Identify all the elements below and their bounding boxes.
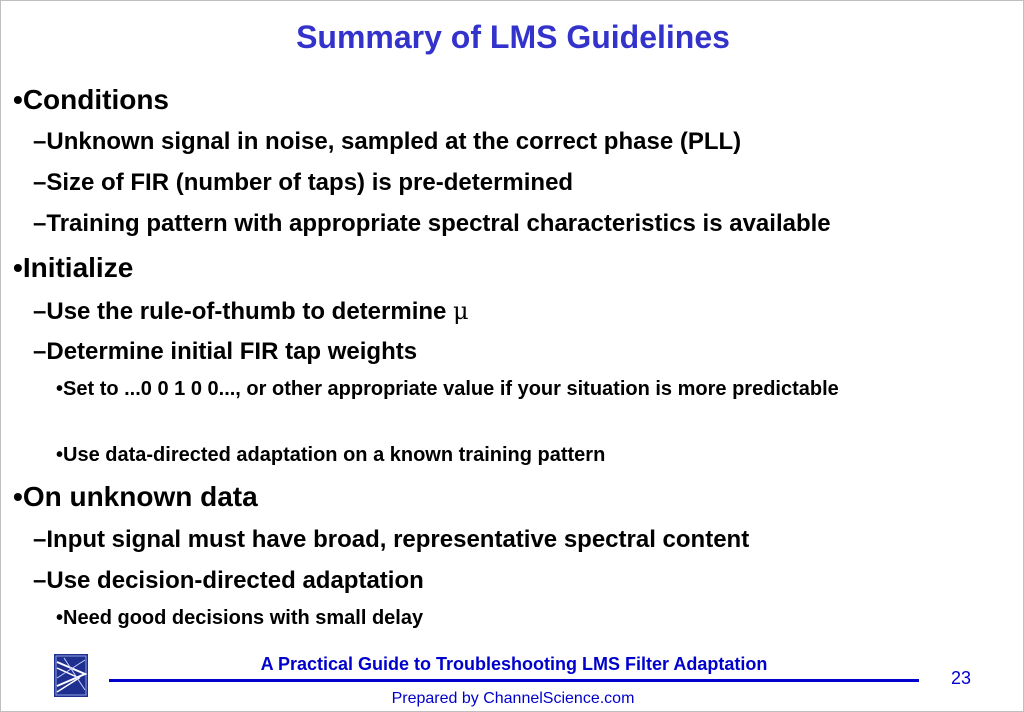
section-heading-text: Initialize [22,252,134,283]
section-heading [13,251,133,285]
list-item [33,127,741,157]
bullet-marker: • [13,481,23,512]
section-heading-text: On unknown data [22,481,258,512]
dash-marker: – [33,298,47,325]
dash-marker: – [33,169,47,196]
sub-list-item-text: Use data-directed adaptation on a known training pattern [63,444,606,466]
section-heading [13,480,258,514]
section-heading-text: Conditions [22,84,170,115]
mu-symbol: μ [453,297,469,325]
list-item [33,168,573,198]
list-item-text: Training pattern with appropriate spectral characteristics is available [46,210,831,237]
prepared-by-credit: Prepared by ChannelScience.com [391,690,635,707]
sub-list-item [56,441,926,469]
sub-list-item-text: Need good decisions with small delay [63,607,424,629]
list-item [33,296,469,327]
bullet-marker: • [13,84,23,115]
list-item-text: Use the rule-of-thumb to determine [46,298,454,325]
list-item [33,525,749,555]
list-item-text: Use decision-directed adaptation [46,567,424,594]
dash-marker: – [33,128,47,155]
sub-list-item-text: Set to ...0 0 1 0 0..., or other appropriate value if your situation is more predictable [63,378,839,400]
footer-title: A Practical Guide to Troubleshooting LMS Filter Adaptation [260,654,768,674]
section-heading [13,83,169,117]
bullet-marker: • [56,607,64,629]
list-item [33,209,831,239]
bullet-marker: • [56,444,64,466]
bullet-marker: • [13,252,23,283]
list-item-text: Determine initial FIR tap weights [46,338,418,365]
dash-marker: – [33,526,47,553]
dash-marker: – [33,210,47,237]
list-item-text: Input signal must have broad, representative spectral content [46,526,750,553]
list-item [33,566,424,596]
dash-marker: – [33,567,47,594]
dash-marker: – [33,338,47,365]
sub-list-item [56,375,926,403]
slide-title: Summary of LMS Guidelines [296,19,730,55]
sub-list-item [56,604,926,632]
list-item-text: Unknown signal in noise, sampled at the correct phase (PLL) [46,128,742,155]
page-number: 23 [950,668,972,688]
footer-divider [109,679,919,682]
list-item-text: Size of FIR (number of taps) is pre-determined [46,169,574,196]
list-item [33,337,417,367]
bullet-marker: • [56,378,64,400]
